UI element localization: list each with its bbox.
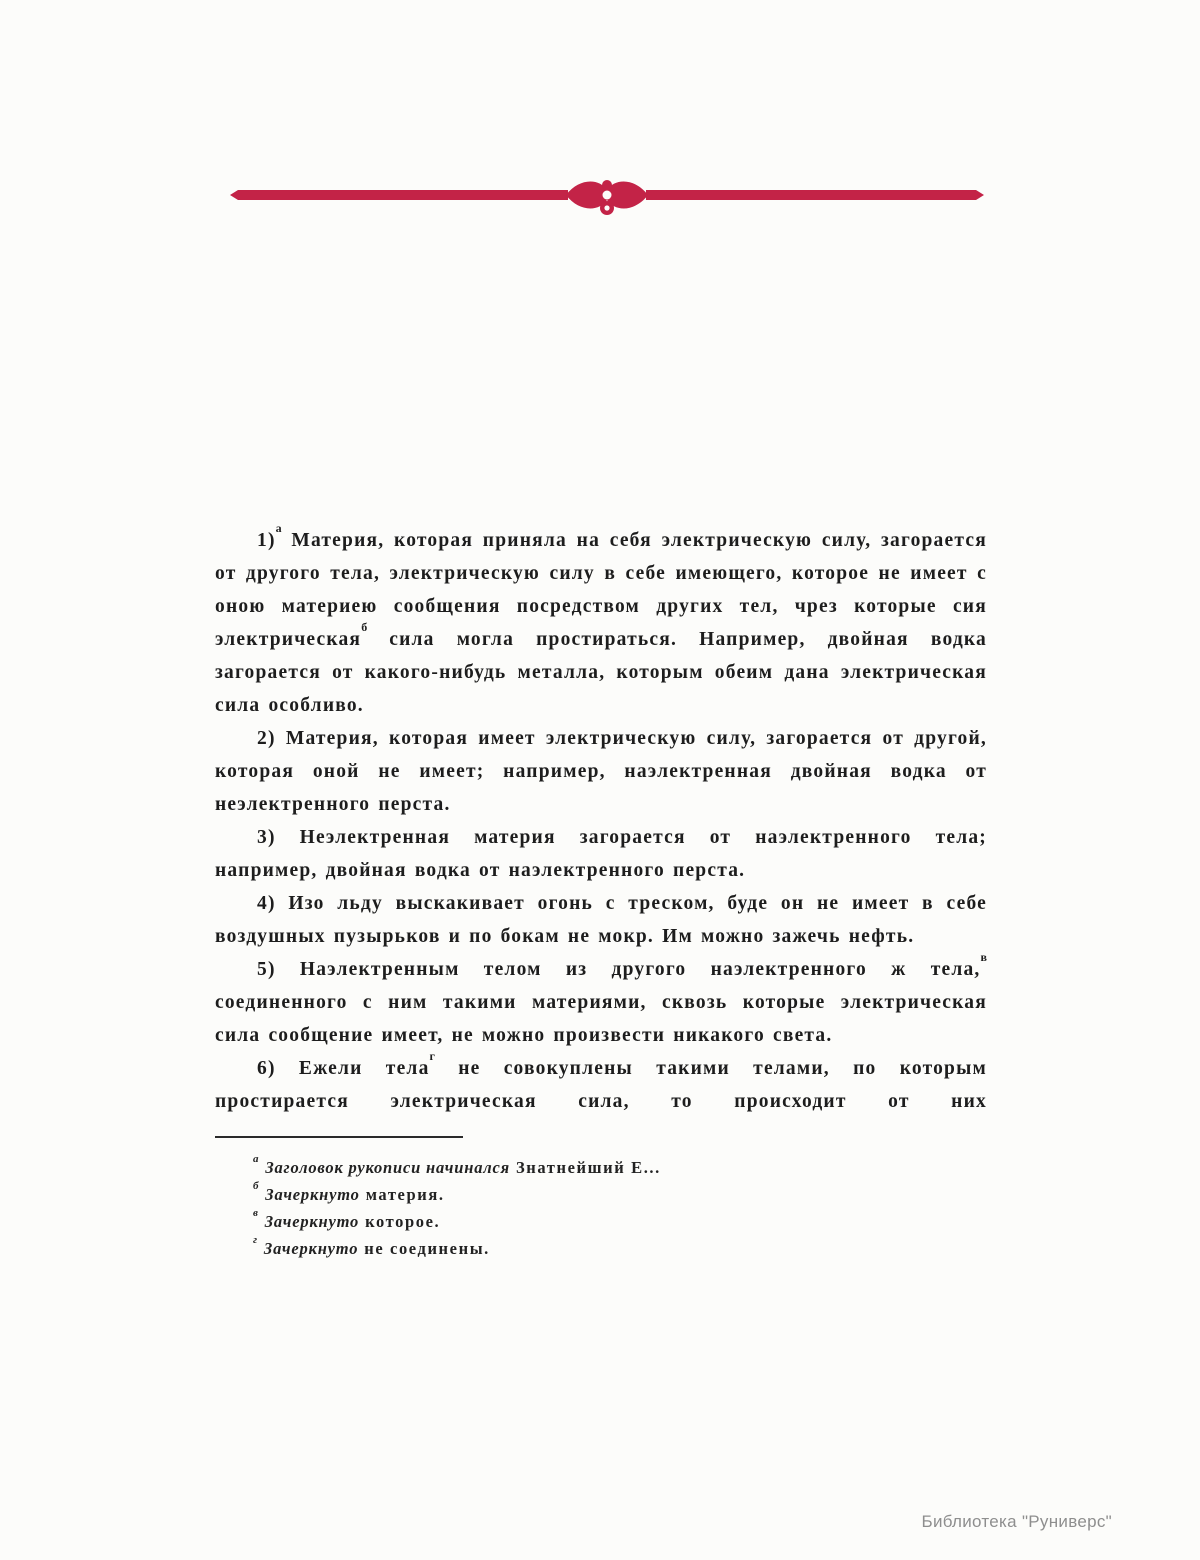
footnote-editorial-text: Зачеркнуто (263, 1239, 359, 1258)
footnote-mark: г (253, 1233, 258, 1246)
footnote-separator (215, 1136, 463, 1138)
footnote-quoted-text: Знатнейший Е... (515, 1158, 661, 1177)
footnote (253, 1235, 987, 1262)
footnote-quoted-text: материя. (365, 1185, 445, 1204)
footnote-marker: а (275, 520, 282, 535)
rule-right-bar (646, 190, 984, 200)
footnote-marker: г (429, 1048, 435, 1063)
paragraph: 2) Материя, которая имеет электрическую силу, загорается от другой, которая оной не имеет; например, наэлектренная двойная водка от неэлектренного перста. (215, 728, 987, 815)
paragraph: 1)$^а$ Материя, которая приняла на себя электрическую силу, загорается от другого тела, электрическую силу в себе имеющего, которое не имеет с оною материею сообщения посредством других тел, чрез которые сия электрическая$^б$ сила могла простираться. Например, двойная водка загорается от какого-нибудь металла, которым обеим дана электрическая сила особливо. (215, 520, 987, 716)
paragraph: 4) Изо льду выскакивает огонь с треском, буде он не имеет в себе воздушных пузырьков и по бокам не мокр. Им можно зажечь нефть. (215, 893, 987, 947)
text-block (215, 520, 987, 1262)
footnote-mark: в (253, 1206, 259, 1219)
paragraph: 5) Наэлектренным телом из другого наэлектренного ж тела,$^в$ соединенного с ним такими материями, сквозь которые электрическая сила сообщение имеет, не можно произвести никакого света. (215, 949, 987, 1046)
footnote-editorial-text: Зачеркнуто (265, 1185, 360, 1204)
footnote-quoted-text: которое. (365, 1212, 441, 1231)
footnotes (215, 1154, 987, 1262)
footnote-mark: а (253, 1152, 260, 1165)
rule-left-bar (230, 190, 568, 200)
paragraph: 3) Неэлектренная материя загорается от наэлектренного тела; например, двойная водка от наэлектренного перста. (215, 827, 987, 881)
footnote-quoted-text: не соединены. (364, 1239, 490, 1258)
watermark: Библиотека "Руниверс" (921, 1512, 1112, 1531)
paragraph: 6) Ежели тела$^г$ не совокуплены такими телами, по которым простирается электрическая сила, то происходит от них (215, 1048, 987, 1112)
decorative-rule-ornament (228, 174, 986, 218)
paragraphs (215, 520, 987, 1118)
footnote (253, 1181, 987, 1208)
footnote-editorial-text: Заголовок рукописи начинался (265, 1158, 510, 1177)
footnote (253, 1208, 987, 1235)
footnote (253, 1154, 987, 1181)
footnote-marker: б (361, 619, 368, 634)
footnote-marker: в (980, 949, 987, 964)
footnote-editorial-text: Зачеркнуто (264, 1212, 360, 1231)
footnote-mark: б (253, 1179, 260, 1192)
